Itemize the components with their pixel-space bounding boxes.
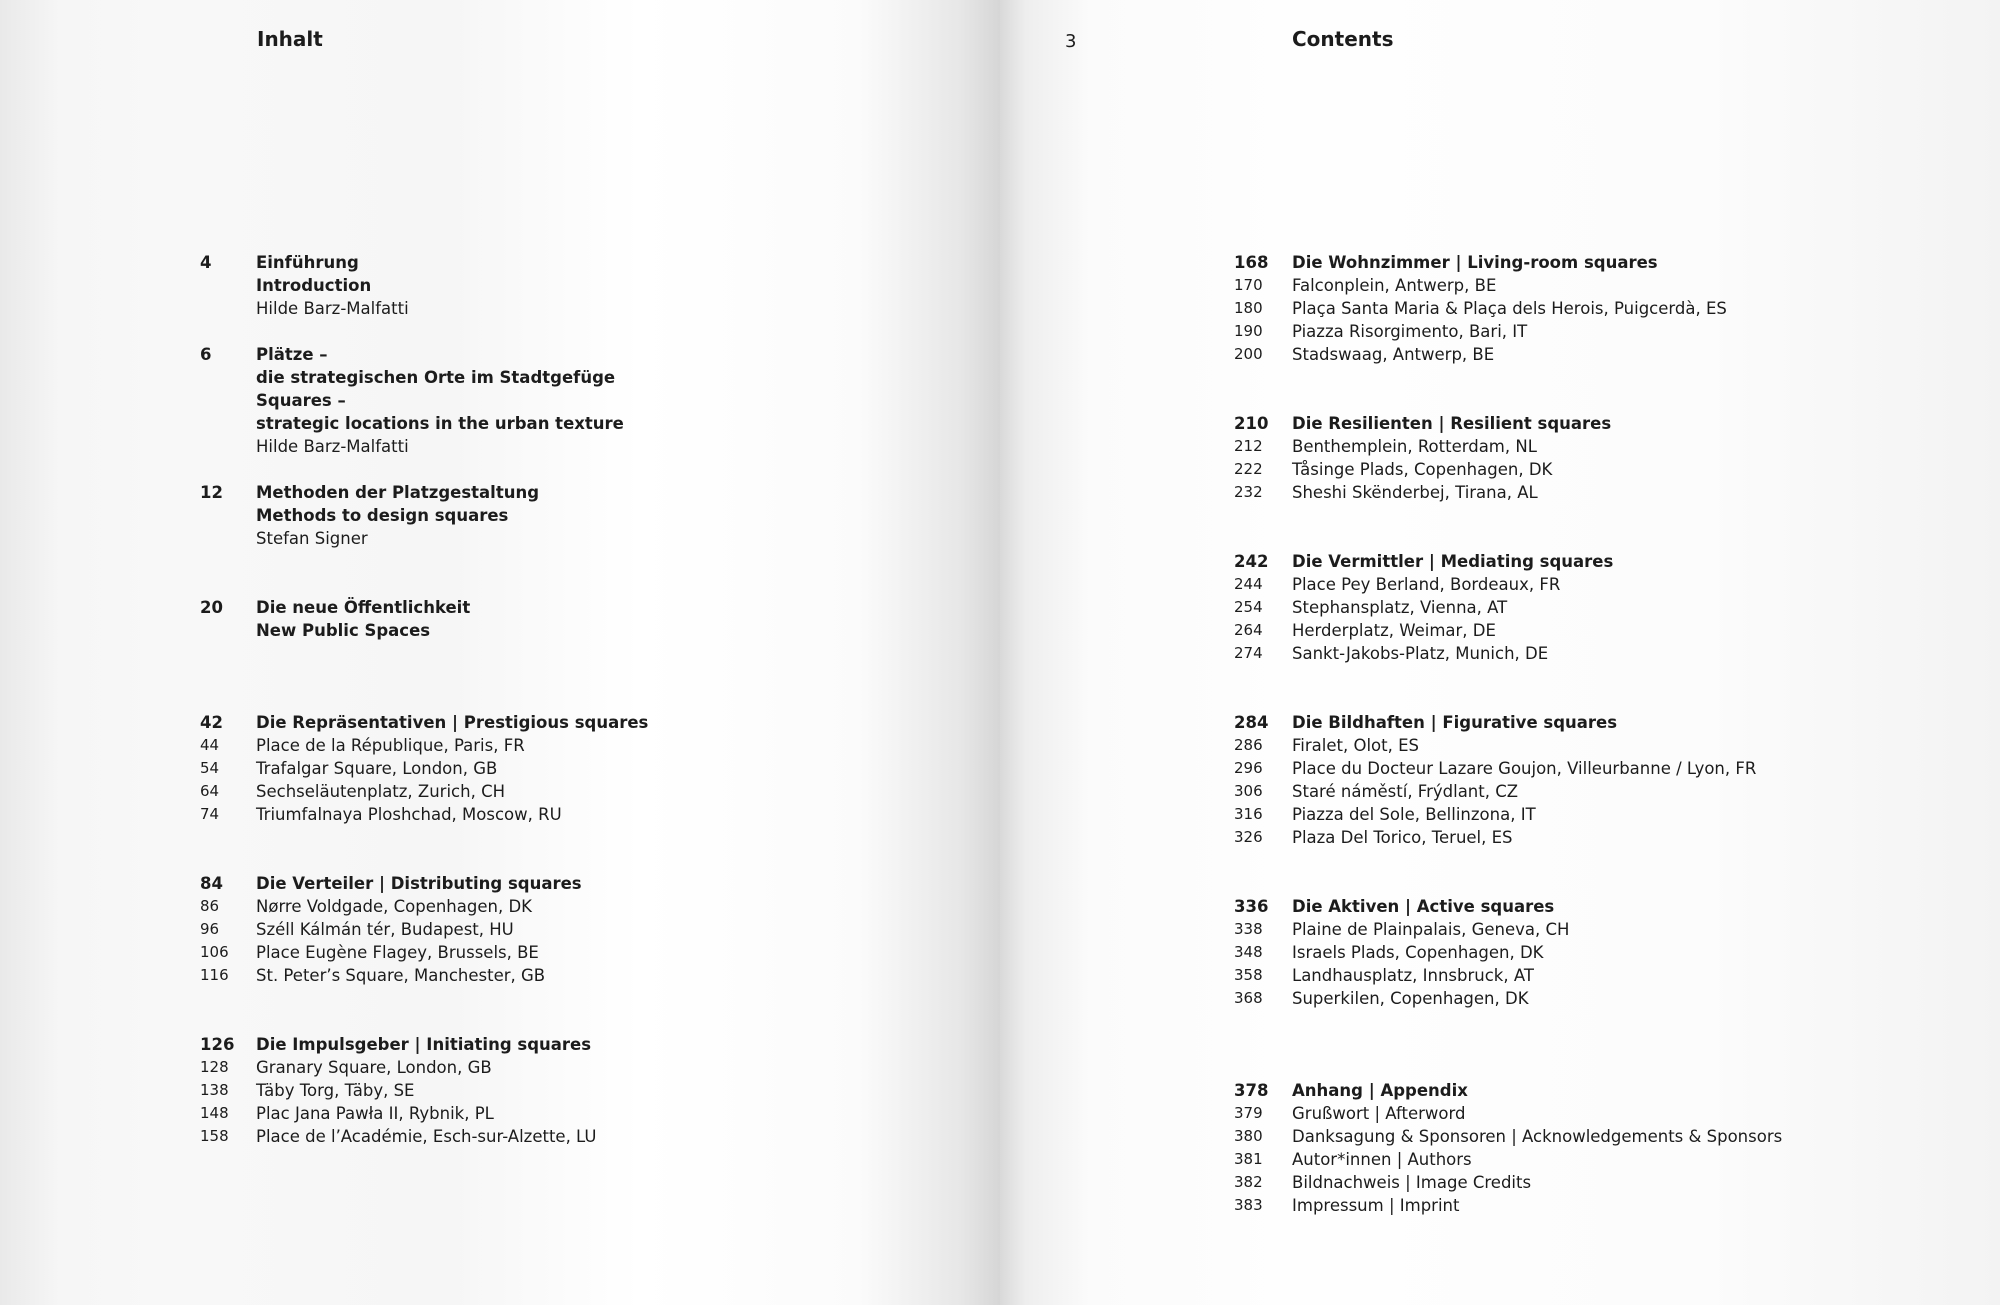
- toc-entry: [200, 780, 648, 803]
- toc-entry: [200, 1102, 648, 1125]
- toc-page-number: 116: [200, 966, 229, 984]
- toc-entry-title: Place Eugène Flagey, Brussels, BE: [256, 943, 539, 962]
- toc-entry: [200, 757, 648, 780]
- toc-entry-title: Superkilen, Copenhagen, DK: [1292, 989, 1529, 1008]
- toc-page-number: 348: [1234, 943, 1263, 961]
- toc-page-number: 20: [200, 598, 223, 617]
- toc-entry-title: Plaça Santa Maria & Plaça dels Herois, Puigcerdà, ES: [1292, 299, 1727, 318]
- toc-entry: [1234, 734, 1782, 757]
- toc-entry-title: Grußwort | Afterword: [1292, 1104, 1466, 1123]
- toc-section: [200, 343, 648, 458]
- toc-page-number: [200, 619, 256, 642]
- toc-page-number: 380: [1234, 1127, 1263, 1145]
- toc-entry: [200, 297, 648, 320]
- toc-page-number: 284: [1234, 713, 1269, 732]
- page-heading: Contents: [1292, 27, 1394, 51]
- toc-section: [200, 1033, 648, 1148]
- toc-entry-title: Einführung: [256, 253, 359, 272]
- toc-entry-title: Plaine de Plainpalais, Geneva, CH: [1292, 920, 1570, 939]
- toc-entry: [200, 964, 648, 987]
- toc-heading-entry: [200, 412, 648, 435]
- toc-page-number: 54: [200, 759, 220, 777]
- toc-page-number: 358: [1234, 966, 1263, 984]
- toc-entry-title: Die Impulsgeber | Initiating squares: [256, 1035, 592, 1054]
- toc-section: [1234, 550, 1782, 665]
- toc-entry-title: Die Wohnzimmer | Living-room squares: [1292, 253, 1658, 272]
- toc-entry: [1234, 343, 1782, 366]
- toc-entry: [1234, 274, 1782, 297]
- toc-entry-title: Methoden der Platzgestaltung: [256, 483, 540, 502]
- toc-page-number: [200, 412, 256, 435]
- toc-page-number: 264: [1234, 621, 1263, 639]
- toc-entry-title: Landhausplatz, Innsbruck, AT: [1292, 966, 1534, 985]
- toc-entry-title: Die Verteiler | Distributing squares: [256, 874, 582, 893]
- toc-page-number: 158: [200, 1127, 229, 1145]
- toc-page-number: 368: [1234, 989, 1263, 1007]
- toc-entry: [1234, 481, 1782, 504]
- toc-page-number: 4: [200, 253, 212, 272]
- toc-entry-title: Die neue Öffentlichkeit: [256, 598, 471, 617]
- toc-entry-title: Triumfalnaya Ploshchad, Moscow, RU: [256, 805, 562, 824]
- toc-entry-title: St. Peter’s Square, Manchester, GB: [256, 966, 546, 985]
- page-heading: Inhalt: [257, 27, 323, 51]
- toc-page-number: 232: [1234, 483, 1263, 501]
- toc-entry-title: Place du Docteur Lazare Goujon, Villeurbanne / Lyon, FR: [1292, 759, 1757, 778]
- toc-entry: [1234, 987, 1782, 1010]
- toc-entry: [200, 918, 648, 941]
- toc-section: [1234, 711, 1782, 849]
- toc-entry: [1234, 964, 1782, 987]
- toc-entry-title: Benthemplein, Rotterdam, NL: [1292, 437, 1537, 456]
- toc-entry-title: Plaza Del Torico, Teruel, ES: [1292, 828, 1513, 847]
- toc-entry-title: strategic locations in the urban texture: [256, 414, 624, 433]
- toc-entry-title: Methods to design squares: [256, 506, 509, 525]
- toc-entry-title: Trafalgar Square, London, GB: [256, 759, 498, 778]
- toc-heading-entry: [1234, 1079, 1782, 1102]
- toc-section: [1234, 895, 1782, 1010]
- toc-page-number: 96: [200, 920, 220, 938]
- toc-page-number: 316: [1234, 805, 1263, 823]
- toc-entry-title: Introduction: [256, 276, 372, 295]
- toc-entry-title: Piazza Risorgimento, Bari, IT: [1292, 322, 1528, 341]
- toc-entry-title: Die Resilienten | Resilient squares: [1292, 414, 1612, 433]
- toc-entry-title: Piazza del Sole, Bellinzona, IT: [1292, 805, 1536, 824]
- toc-section: [200, 596, 648, 642]
- toc-page-number: 190: [1234, 322, 1263, 340]
- toc-entry-title: Hilde Barz-Malfatti: [256, 437, 409, 456]
- toc-heading-entry: [200, 274, 648, 297]
- toc-page-number: 379: [1234, 1104, 1263, 1122]
- toc-entry: [1234, 642, 1782, 665]
- toc-entry: [200, 941, 648, 964]
- toc-page-number: 286: [1234, 736, 1263, 754]
- toc-heading-entry: [200, 1033, 648, 1056]
- toc-entry-title: Firalet, Olot, ES: [1292, 736, 1419, 755]
- toc-entry: [1234, 573, 1782, 596]
- toc-entry: [200, 895, 648, 918]
- toc-page-number: [200, 297, 256, 320]
- toc-section: [1234, 251, 1782, 366]
- toc-heading-entry: [200, 389, 648, 412]
- toc-section: [1234, 1079, 1782, 1217]
- toc-page-number: 382: [1234, 1173, 1263, 1191]
- toc-entry-title: Tåsinge Plads, Copenhagen, DK: [1292, 460, 1553, 479]
- toc-page-number: 296: [1234, 759, 1263, 777]
- toc-left: [200, 251, 648, 1148]
- toc-heading-entry: [200, 251, 648, 274]
- toc-entry-title: Stefan Signer: [256, 529, 368, 548]
- toc-heading-entry: [1234, 251, 1782, 274]
- toc-page-number: 64: [200, 782, 220, 800]
- toc-page-number: 336: [1234, 897, 1269, 916]
- toc-page-number: 244: [1234, 575, 1263, 593]
- toc-entry: [1234, 435, 1782, 458]
- toc-entry-title: Die Repräsentativen | Prestigious squares: [256, 713, 649, 732]
- toc-entry-title: Sheshi Skënderbej, Tirana, AL: [1292, 483, 1538, 502]
- toc-entry: [200, 803, 648, 826]
- toc-page-number: [200, 435, 256, 458]
- toc-entry-title: Impressum | Imprint: [1292, 1196, 1460, 1215]
- toc-entry-title: Staré náměstí, Frýdlant, CZ: [1292, 782, 1519, 801]
- toc-page-number: 210: [1234, 414, 1269, 433]
- toc-entry: [1234, 1194, 1782, 1217]
- toc-page-number: 6: [200, 345, 212, 364]
- toc-entry-title: Täby Torg, Täby, SE: [256, 1081, 415, 1100]
- toc-entry-title: Israels Plads, Copenhagen, DK: [1292, 943, 1544, 962]
- toc-entry-title: Bildnachweis | Image Credits: [1292, 1173, 1532, 1192]
- right-page: [1000, 0, 2000, 1305]
- toc-page-number: 42: [200, 713, 223, 732]
- toc-heading-entry: [200, 872, 648, 895]
- toc-page-number: 170: [1234, 276, 1263, 294]
- toc-entry-title: Die Vermittler | Mediating squares: [1292, 552, 1614, 571]
- toc-entry: [1234, 757, 1782, 780]
- toc-entry: [1234, 619, 1782, 642]
- toc-entry: [1234, 1171, 1782, 1194]
- toc-page-number: 381: [1234, 1150, 1263, 1168]
- toc-page-number: 338: [1234, 920, 1263, 938]
- toc-entry: [1234, 458, 1782, 481]
- toc-page-number: [200, 527, 256, 550]
- toc-entry-title: Place de la République, Paris, FR: [256, 736, 525, 755]
- toc-entry-title: Széll Kálmán tér, Budapest, HU: [256, 920, 514, 939]
- toc-page-number: 106: [200, 943, 229, 961]
- toc-page-number: 138: [200, 1081, 229, 1099]
- toc-page-number: 126: [200, 1035, 235, 1054]
- toc-page-number: 383: [1234, 1196, 1263, 1214]
- toc-section: [200, 251, 648, 320]
- toc-page-number: 180: [1234, 299, 1263, 317]
- toc-entry-title: Plac Jana Pawła II, Rybnik, PL: [256, 1104, 494, 1123]
- toc-page-number: [200, 366, 256, 389]
- toc-entry: [1234, 826, 1782, 849]
- page-number: 3: [1065, 31, 1077, 52]
- toc-heading-entry: [200, 343, 648, 366]
- toc-entry: [1234, 803, 1782, 826]
- toc-right: [1234, 251, 1782, 1217]
- toc-page-number: 378: [1234, 1081, 1269, 1100]
- toc-entry-title: Autor*innen | Authors: [1292, 1150, 1472, 1169]
- toc-section: [200, 872, 648, 987]
- toc-page-number: 128: [200, 1058, 229, 1076]
- toc-entry: [1234, 1148, 1782, 1171]
- toc-heading-entry: [1234, 412, 1782, 435]
- toc-entry: [1234, 1125, 1782, 1148]
- toc-entry: [200, 1056, 648, 1079]
- toc-entry: [1234, 320, 1782, 343]
- toc-entry: [1234, 1102, 1782, 1125]
- toc-entry: [200, 734, 648, 757]
- toc-section: [200, 711, 648, 826]
- toc-page-number: 12: [200, 483, 223, 502]
- toc-page-number: 84: [200, 874, 223, 893]
- toc-page-number: [200, 504, 256, 527]
- toc-page-number: 306: [1234, 782, 1263, 800]
- toc-page-number: 212: [1234, 437, 1263, 455]
- toc-page-number: 326: [1234, 828, 1263, 846]
- toc-entry-title: Sechseläutenplatz, Zurich, CH: [256, 782, 505, 801]
- toc-entry-title: Squares –: [256, 391, 346, 410]
- toc-entry-title: die strategischen Orte im Stadtgefüge: [256, 368, 616, 387]
- toc-entry-title: Nørre Voldgade, Copenhagen, DK: [256, 897, 532, 916]
- toc-page-number: 222: [1234, 460, 1263, 478]
- toc-entry: [1234, 918, 1782, 941]
- toc-entry-title: Stephansplatz, Vienna, AT: [1292, 598, 1508, 617]
- toc-page-number: [200, 389, 256, 412]
- toc-entry-title: Hilde Barz-Malfatti: [256, 299, 409, 318]
- toc-section: [200, 481, 648, 550]
- toc-entry-title: Danksagung & Sponsoren | Acknowledgements & Sponsors: [1292, 1127, 1783, 1146]
- toc-page-number: 242: [1234, 552, 1269, 571]
- toc-entry-title: Granary Square, London, GB: [256, 1058, 492, 1077]
- toc-heading-entry: [200, 711, 648, 734]
- toc-entry-title: Stadswaag, Antwerp, BE: [1292, 345, 1495, 364]
- toc-heading-entry: [1234, 895, 1782, 918]
- toc-entry: [200, 1125, 648, 1148]
- toc-heading-entry: [200, 366, 648, 389]
- toc-entry: [200, 1079, 648, 1102]
- toc-entry: [200, 435, 648, 458]
- toc-page-number: 86: [200, 897, 220, 915]
- toc-entry-title: Place Pey Berland, Bordeaux, FR: [1292, 575, 1561, 594]
- toc-section: [1234, 412, 1782, 504]
- toc-entry-title: Anhang | Appendix: [1292, 1081, 1468, 1100]
- toc-entry: [1234, 941, 1782, 964]
- toc-page-number: 274: [1234, 644, 1263, 662]
- toc-entry-title: Sankt-Jakobs-Platz, Munich, DE: [1292, 644, 1549, 663]
- toc-entry-title: New Public Spaces: [256, 621, 431, 640]
- toc-entry: [1234, 297, 1782, 320]
- toc-heading-entry: [200, 596, 648, 619]
- toc-page-number: 168: [1234, 253, 1269, 272]
- toc-entry-title: Place de l’Académie, Esch-sur-Alzette, LU: [256, 1127, 597, 1146]
- toc-heading-entry: [200, 504, 648, 527]
- toc-heading-entry: [200, 481, 648, 504]
- toc-entry: [200, 527, 648, 550]
- toc-page-number: 148: [200, 1104, 229, 1122]
- toc-entry: [1234, 596, 1782, 619]
- toc-heading-entry: [1234, 711, 1782, 734]
- toc-entry: [1234, 780, 1782, 803]
- toc-heading-entry: [200, 619, 648, 642]
- toc-entry-title: Die Aktiven | Active squares: [1292, 897, 1555, 916]
- toc-entry-title: Plätze –: [256, 345, 328, 364]
- toc-entry-title: Herderplatz, Weimar, DE: [1292, 621, 1496, 640]
- toc-entry-title: Die Bildhaften | Figurative squares: [1292, 713, 1618, 732]
- toc-entry-title: Falconplein, Antwerp, BE: [1292, 276, 1497, 295]
- toc-page-number: 44: [200, 736, 220, 754]
- toc-page-number: 74: [200, 805, 220, 823]
- toc-heading-entry: [1234, 550, 1782, 573]
- toc-page-number: 200: [1234, 345, 1263, 363]
- toc-page-number: [200, 274, 256, 297]
- toc-page-number: 254: [1234, 598, 1263, 616]
